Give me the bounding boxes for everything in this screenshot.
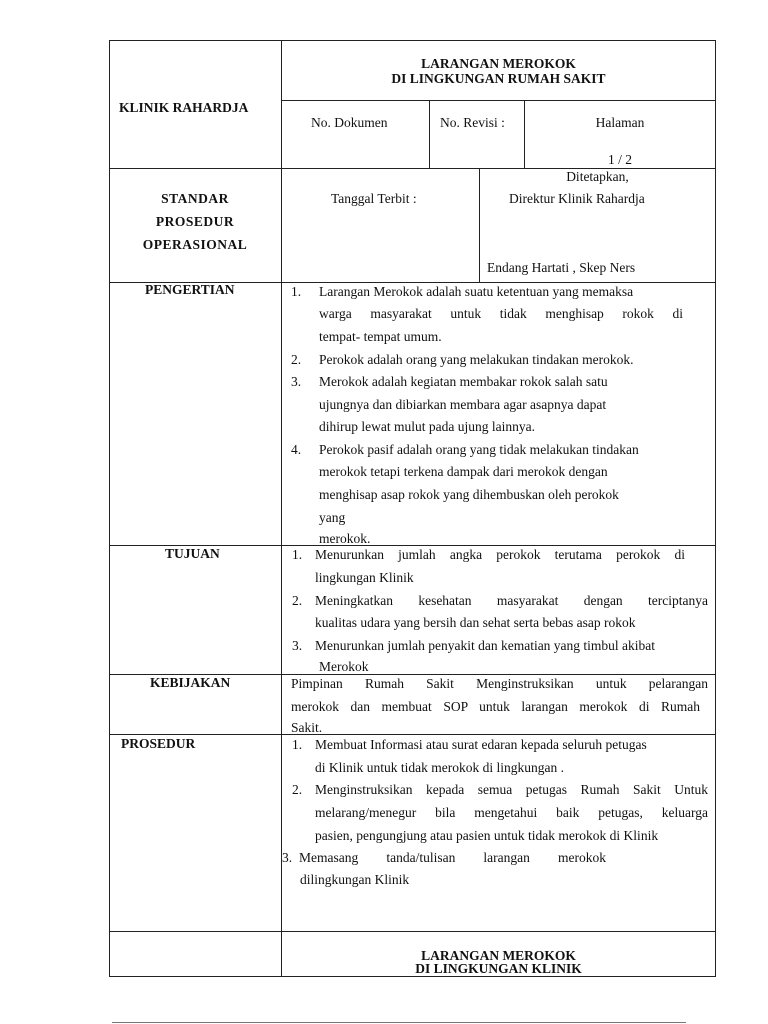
list-text: menghisap asap rokok yang dihembuskan oleh perokok <box>319 487 619 502</box>
table-divider <box>281 100 716 101</box>
list-text: dihirup lewat mulut pada ujung lainnya. <box>319 419 535 434</box>
list-text: Menginstruksikan kepada semua petugas Rumah Sakit Untuk <box>315 782 708 797</box>
table-divider <box>109 734 716 735</box>
list-text: di Klinik untuk tidak merokok di lingkungan . <box>315 760 564 775</box>
list-number: 1. <box>291 284 302 299</box>
sop-label-line3: OPERASIONAL <box>142 237 248 252</box>
table-divider <box>109 931 716 932</box>
list-number: 3. <box>292 638 303 653</box>
paragraph-line: Sakit. <box>291 720 323 735</box>
list-text: Larangan Merokok adalah suatu ketentuan yang memaksa <box>319 284 634 299</box>
list-number: 4. <box>291 442 302 457</box>
list-text: ujungnya dan dibiarkan membara agar asapnya dapat <box>319 397 607 412</box>
section-label-tujuan: TUJUAN <box>165 546 220 561</box>
page-number: 1 / 2 <box>607 152 632 167</box>
list-text: Membuat Informasi atau surat edaran kepada seluruh petugas <box>315 737 647 752</box>
list-number: 1. <box>292 737 303 752</box>
table-divider <box>479 168 480 282</box>
list-text: lingkungan Klinik <box>315 570 414 585</box>
approver-title: Direktur Klinik Rahardja <box>509 191 645 206</box>
list-text: Menurunkan jumlah penyakit dan kematian yang timbul akibat <box>315 638 656 653</box>
list-text: Merokok <box>319 659 369 674</box>
document-title-line1: LARANGAN MEROKOK <box>421 56 576 71</box>
table-divider <box>429 100 430 168</box>
list-text: warga masyarakat untuk tidak menghisap rokok di <box>319 306 683 321</box>
sop-label-line1: STANDAR <box>161 191 229 206</box>
page-label: Halaman <box>595 115 645 130</box>
approval-label: Ditetapkan, <box>566 169 629 184</box>
list-text: merokok tetapi terkena dampak dari merokok dengan <box>319 464 608 479</box>
list-number: 2. <box>292 782 303 797</box>
sop-label-line2: PROSEDUR <box>155 214 235 229</box>
approver-name: Endang Hartati , Skep Ners <box>487 260 636 275</box>
list-text: pasien, pengungjung atau pasien untuk tidak merokok di Klinik <box>315 828 659 843</box>
page-bottom-rule <box>112 1022 686 1023</box>
revision-number-label: No. Revisi : <box>440 115 505 130</box>
clinic-name: KLINIK RAHARDJA <box>119 100 249 115</box>
section-label-pengertian: PENGERTIAN <box>145 282 235 297</box>
list-text: dilingkungan Klinik <box>300 872 410 887</box>
list-text: Memasang tanda/tulisan larangan merokok <box>299 850 606 865</box>
list-text: melarang/menegur bila mengetahui baik petugas, keluarga <box>315 805 708 820</box>
list-text: Merokok adalah kegiatan membakar rokok salah satu <box>319 374 608 389</box>
list-number: 3. <box>291 374 302 389</box>
list-text: Meningkatkan kesehatan masyarakat dengan terciptanya <box>315 593 708 608</box>
list-text: Menurunkan jumlah angka perokok terutama perokok di <box>315 547 685 562</box>
paragraph-line: Pimpinan Rumah Sakit Menginstruksikan untuk pelarangan <box>291 676 708 691</box>
list-number: 2. <box>291 352 302 367</box>
list-number: 3. <box>282 850 293 865</box>
document-title-line2: DI LINGKUNGAN RUMAH SAKIT <box>391 71 606 86</box>
section-label-kebijakan: KEBIJAKAN <box>150 675 231 690</box>
footer-title-line1: LARANGAN MEROKOK <box>421 948 576 963</box>
list-text: Perokok pasif adalah orang yang tidak melakukan tindakan <box>319 442 639 457</box>
list-number: 1. <box>292 547 303 562</box>
list-text: Perokok adalah orang yang melakukan tindakan merokok. <box>319 352 634 367</box>
section-label-prosedur: PROSEDUR <box>121 736 196 751</box>
table-divider <box>281 40 282 977</box>
list-text: merokok. <box>319 531 371 546</box>
list-text: kualitas udara yang bersih dan sehat serta bebas asap rokok <box>315 615 636 630</box>
list-text: tempat- tempat umum. <box>319 329 442 344</box>
document-number-label: No. Dokumen <box>311 115 388 130</box>
list-text: yang <box>319 510 346 525</box>
list-number: 2. <box>292 593 303 608</box>
footer-title-line2: DI LINGKUNGAN KLINIK <box>415 961 582 976</box>
paragraph-line: merokok dan membuat SOP untuk larangan merokok di Rumah <box>291 699 700 714</box>
issue-date-label: Tanggal Terbit : <box>331 191 417 206</box>
